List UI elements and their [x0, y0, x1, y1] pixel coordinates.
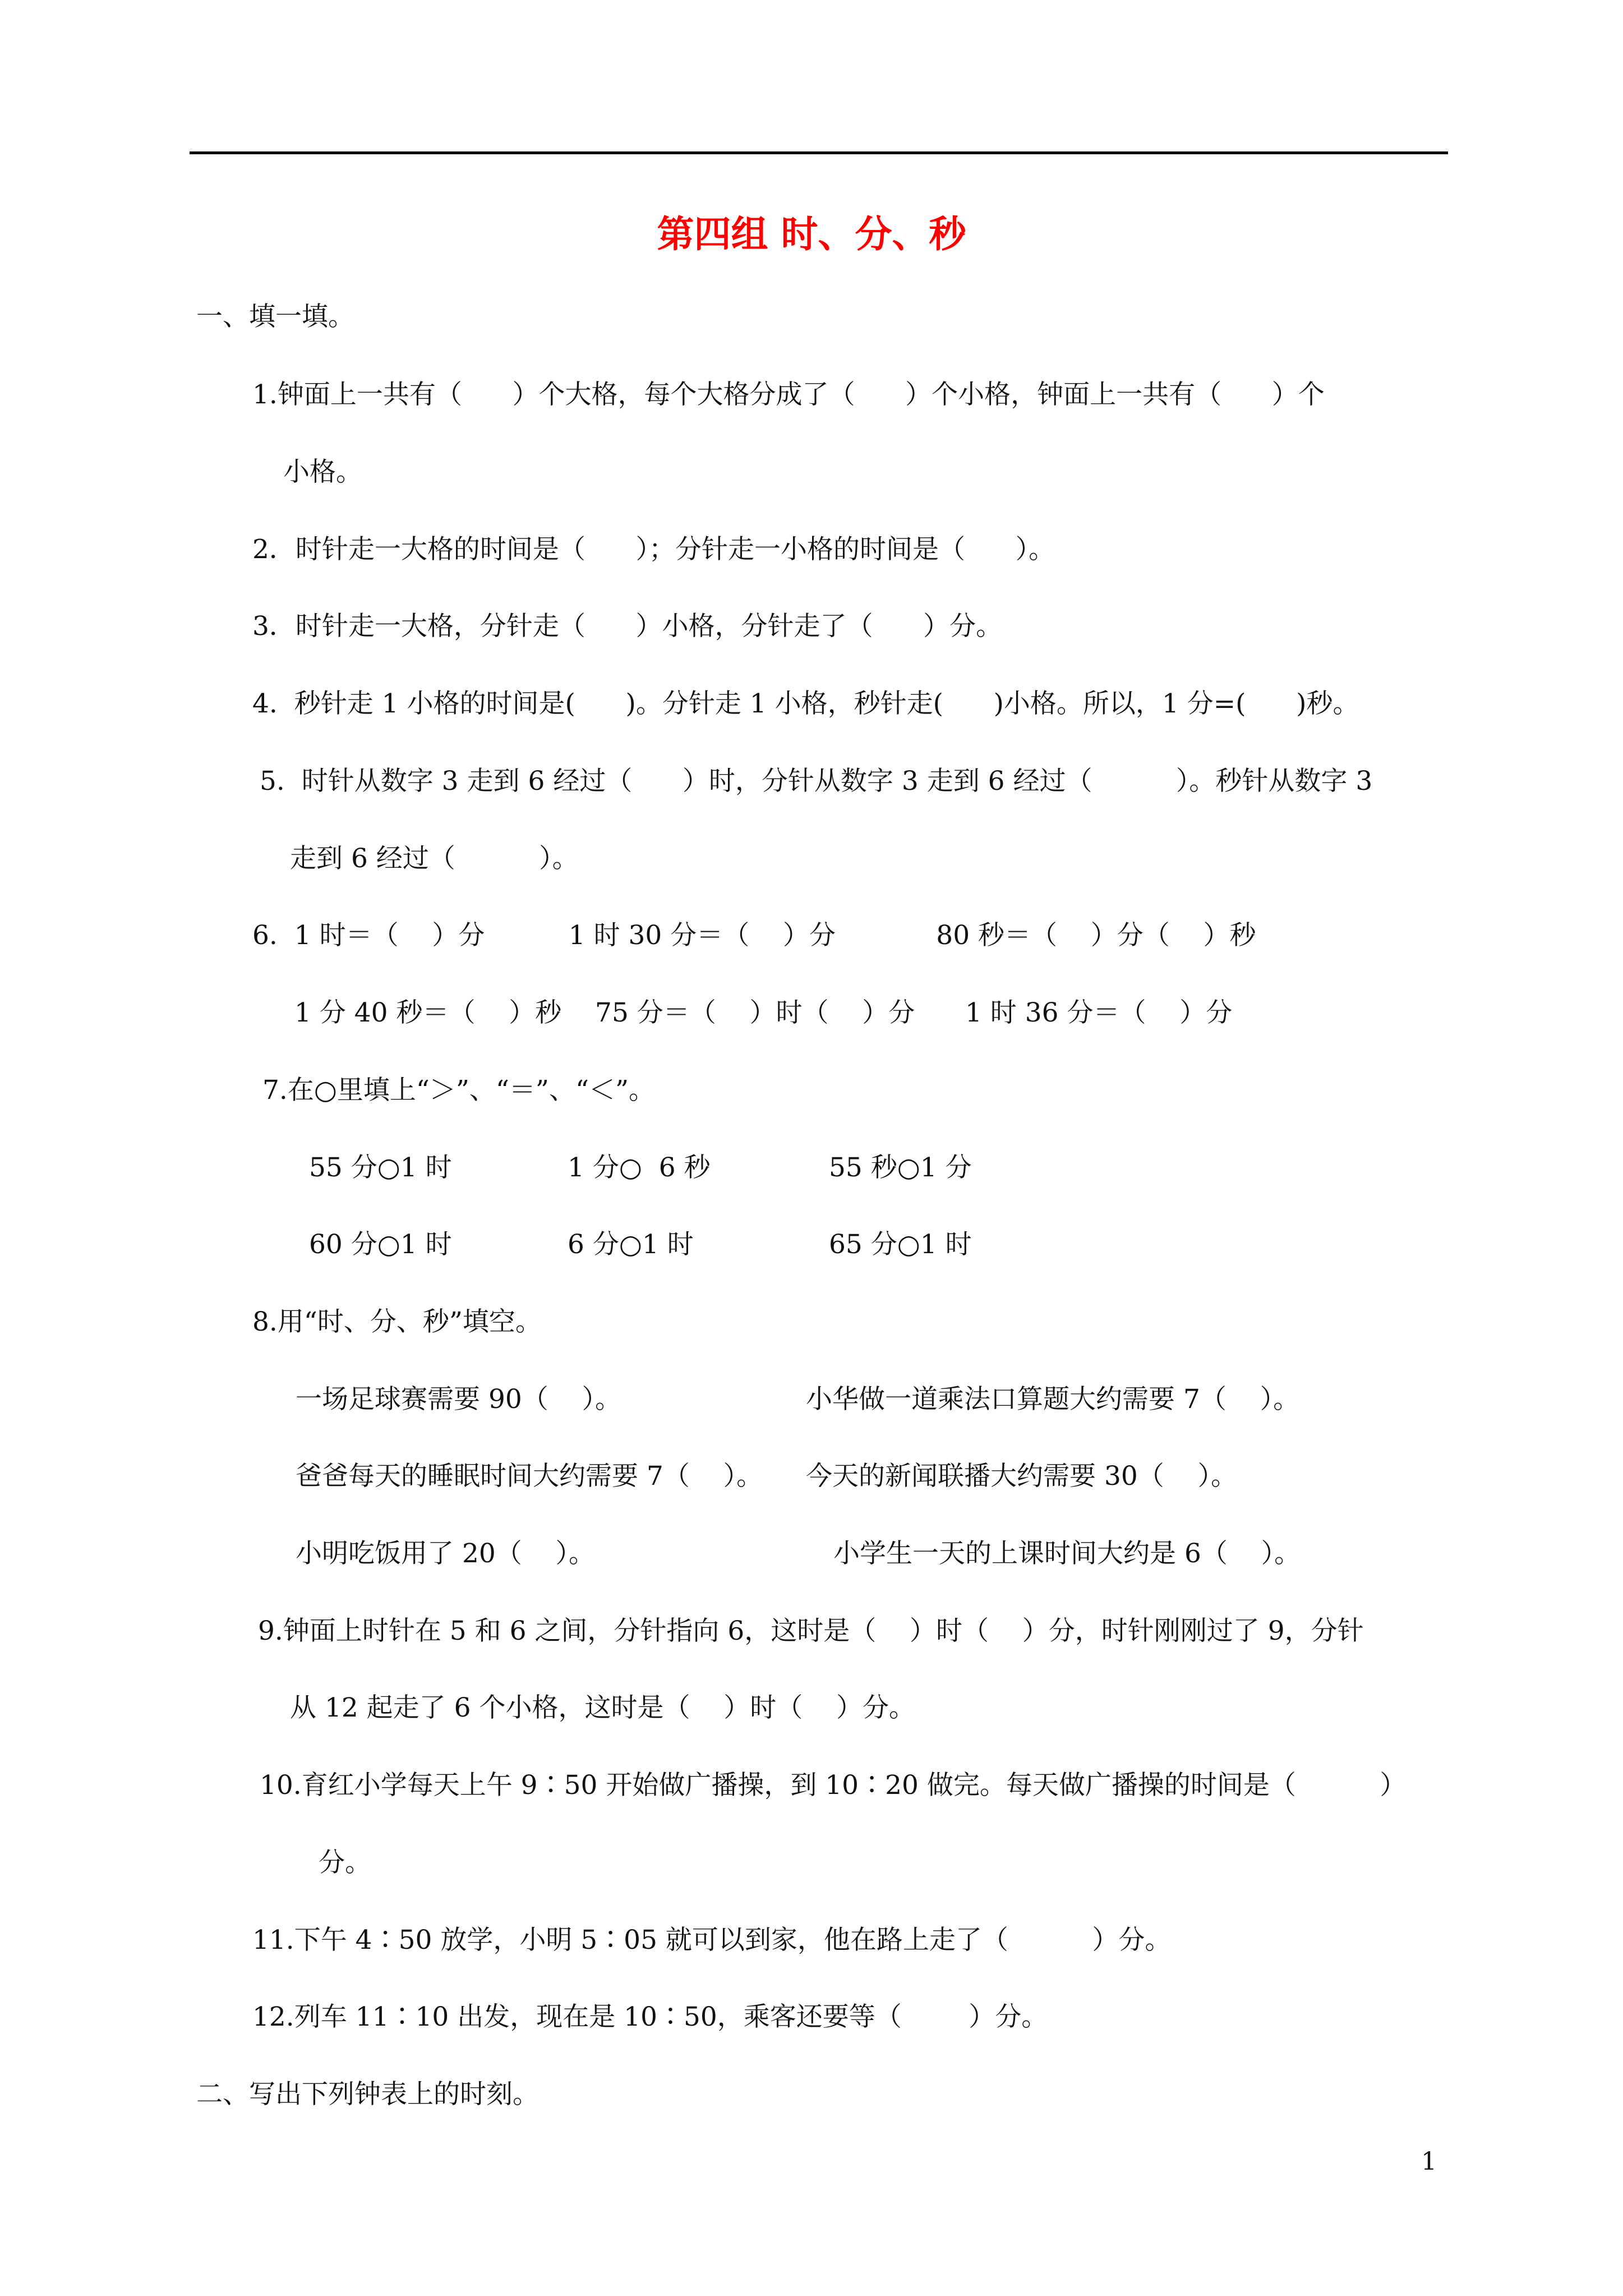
question-3: 3．时针走一大格，分针走（ ）小格，分针走了（ ）分。 [252, 611, 1003, 642]
question-10-line-2: 分。 [319, 1847, 371, 1878]
fill-unit-item: 爸爸每天的睡眠时间大约需要 7（ ）。 [296, 1461, 763, 1492]
question-10-line-1: 10.育红小学每天上午 9∶50 开始做广播操，到 10∶20 做完。每天做广播操的时间是（ ） [260, 1770, 1407, 1801]
fill-unit-item: 今天的新闻联播大约需要 30（ ）。 [806, 1461, 1238, 1492]
question-8: 8.用“时、分、秒”填空。 [252, 1306, 542, 1337]
question-6-line-2: 1 分 40 秒＝（ ）秒 75 分＝（ ）时（ ）分 1 时 36 分＝（ ）分 [294, 997, 1233, 1028]
fill-unit-item: 小华做一道乘法口算题大约需要 7（ ）。 [806, 1384, 1300, 1415]
question-4: 4. 秒针走 1 小格的时间是( )。分针走 1 小格，秒针走( )小格。所以，1 分=( )秒。 [252, 688, 1359, 719]
question-1-line-1: 1.钟面上一共有（ ）个大格，每个大格分成了（ ）个小格，钟面上一共有（ ）个 [252, 379, 1325, 410]
fill-unit-item: 一场足球赛需要 90（ ）。 [296, 1384, 622, 1415]
page-number: 1 [1421, 2147, 1437, 2176]
question-5-line-1: 5. 时针从数字 3 走到 6 经过（ ）时，分针从数字 3 走到 6 经过（ ）。秒针从数字 3 [260, 766, 1373, 797]
section-heading-1: 一、填一填。 [196, 301, 354, 332]
question-9-line-1: 9.钟面上时针在 5 和 6 之间，分针指向 6，这时是（ ）时（ ）分，时针刚刚过了 9，分针 [258, 1616, 1364, 1646]
compare-item: 1 分○ 6 秒 [568, 1152, 711, 1183]
compare-item: 55 分○1 时 [309, 1152, 452, 1183]
question-12: 12.列车 11∶10 出发，现在是 10∶50，乘客还要等（ ）分。 [252, 2001, 1048, 2032]
section-heading-2: 二、写出下列钟表上的时刻。 [196, 2079, 539, 2110]
question-1-line-2: 小格。 [283, 457, 362, 487]
fill-unit-item: 小明吃饭用了 20（ ）。 [296, 1538, 596, 1569]
question-5-line-2: 走到 6 经过（ ）。 [290, 843, 579, 874]
page-title: 第四组 时、分、秒 [657, 212, 966, 256]
question-9-line-2: 从 12 起走了 6 个小格，这时是（ ）时（ ）分。 [290, 1692, 915, 1723]
question-2: 2．时针走一大格的时间是（ ）；分针走一小格的时间是（ ）。 [252, 534, 1055, 565]
question-11: 11.下午 4∶50 放学，小明 5∶05 就可以到家，他在路上走了（ ）分。 [252, 1925, 1172, 1955]
question-6-line-1: 6. 1 时＝（ ）分 1 时 30 分＝（ ）分 80 秒＝（ ）分（ ）秒 [252, 920, 1256, 951]
compare-item: 6 分○1 时 [568, 1229, 694, 1260]
question-7: 7.在○里填上“＞”、“＝”、“＜”。 [262, 1075, 656, 1106]
compare-item: 55 秒○1 分 [829, 1152, 972, 1183]
header-rule [190, 151, 1448, 154]
compare-item: 60 分○1 时 [309, 1229, 452, 1260]
fill-unit-item: 小学生一天的上课时间大约是 6（ ）。 [833, 1538, 1301, 1569]
compare-item: 65 分○1 时 [829, 1229, 972, 1260]
